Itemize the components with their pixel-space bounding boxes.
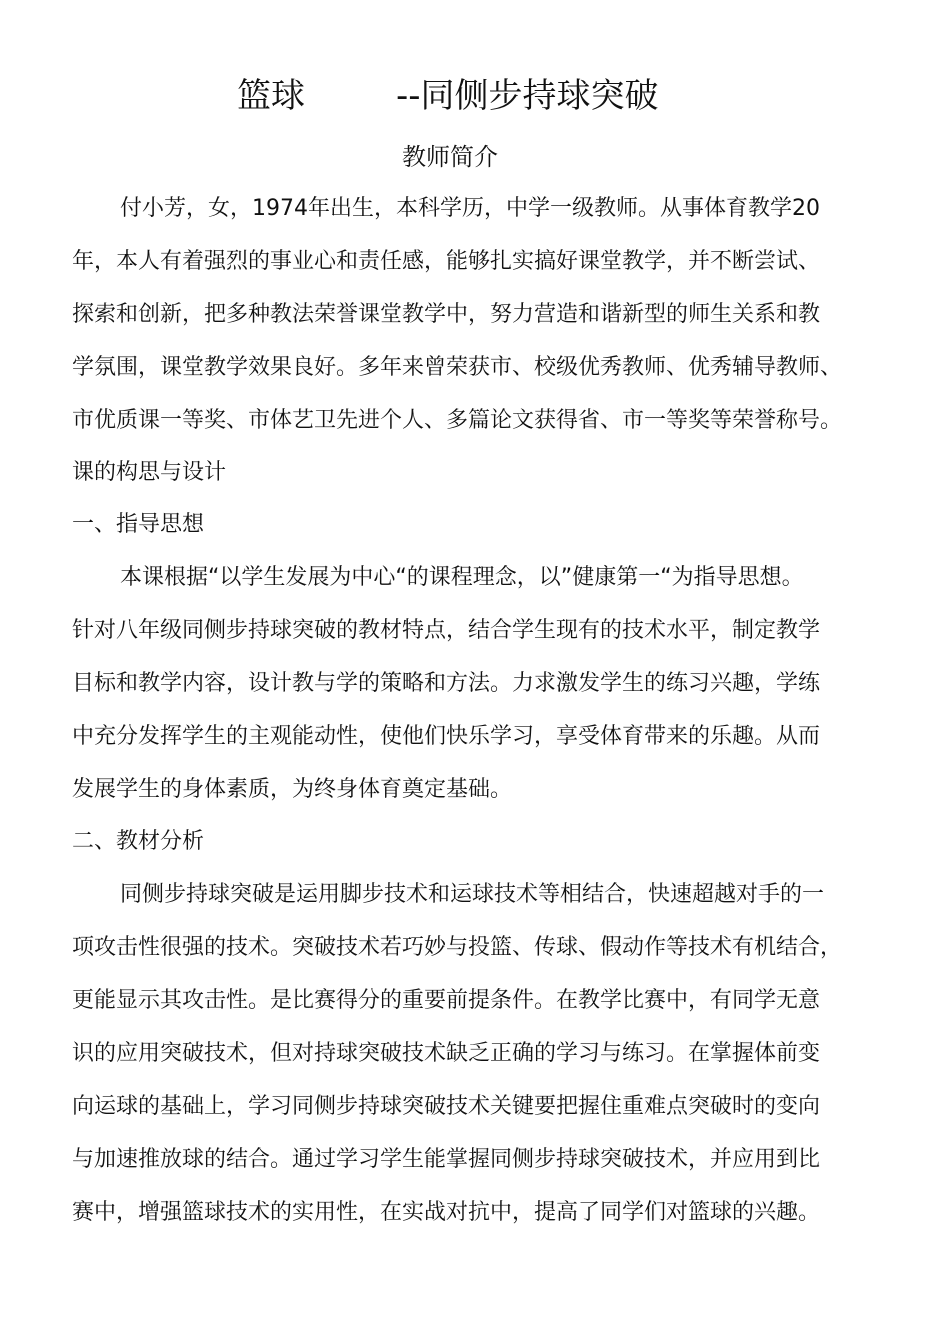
paragraph-line: 探索和创新，把多种教法荣誉课堂教学中，努力营造和谐新型的师生关系和教 (72, 302, 821, 327)
teacher-intro-paragraph (72, 182, 902, 447)
section-title-teacher-intro: 教师简介 (402, 143, 498, 171)
paragraph-line: 向运球的基础上，学习同侧步持球突破技术关键要把握住重难点突破时的变向 (72, 1094, 821, 1119)
paragraph-line: 发展学生的身体素质，为终身体育奠定基础。 (72, 777, 513, 802)
section-heading-material-analysis: 二、教材分析 (72, 829, 205, 854)
paragraph-line: 与加速推放球的结合。通过学习学生能掌握同侧步持球突破技术，并应用到比 (72, 1147, 821, 1172)
paragraph-line: 项攻击性很强的技术。突破技术若巧妙与投篮、传球、假动作等技术有机结合， (72, 935, 843, 960)
guiding-ideology-paragraph (72, 551, 902, 816)
paragraph-line: 更能显示其攻击性。是比赛得分的重要前提条件。在教学比赛中，有同学无意 (72, 988, 821, 1013)
document-title (0, 72, 950, 120)
paragraph-line: 学氛围，课堂教学效果良好。多年来曾荣获市、校级优秀教师、优秀辅导教师、 (72, 355, 843, 380)
paragraph-line: 中充分发挥学生的主观能动性，使他们快乐学习，享受体育带来的乐趣。从而 (72, 724, 821, 749)
paragraph-line: 目标和教学内容，设计教与学的策略和方法。力求激发学生的练习兴趣，学练 (72, 671, 821, 696)
material-analysis-paragraph (72, 868, 902, 1239)
paragraph-line: 本课根据“以学生发展为中心“的课程理念，以”健康第一“为指导思想。 (120, 565, 804, 590)
paragraph-line: 识的应用突破技术，但对持球突破技术缺乏正确的学习与练习。在掌握体前变 (72, 1041, 821, 1066)
paragraph-line: 同侧步持球突破是运用脚步技术和运球技术等相结合，快速超越对手的一 (120, 882, 825, 907)
section-heading-guiding-ideology: 一、指导思想 (72, 512, 205, 537)
paragraph-line: 赛中，增强篮球技术的实用性，在实战对抗中，提高了同学们对篮球的兴趣。 (72, 1200, 821, 1225)
paragraph-line: 年，本人有着强烈的事业心和责任感，能够扎实搞好课堂教学，并不断尝试、 (72, 249, 821, 274)
title-part-basketball: 篮球 (237, 76, 305, 116)
title-part-topic: --同侧步持球突破 (396, 76, 659, 116)
paragraph-line: 市优质课一等奖、市体艺卫先进个人、多篇论文获得省、市一等奖等荣誉称号。 (72, 408, 843, 433)
paragraph-line: 针对八年级同侧步持球突破的教材特点，结合学生现有的技术水平，制定教学 (72, 618, 821, 643)
section-heading-design: 课的构思与设计 (72, 460, 227, 485)
paragraph-line: 付小芳，女，1974年出生，本科学历，中学一级教师。从事体育教学20 (120, 196, 820, 221)
